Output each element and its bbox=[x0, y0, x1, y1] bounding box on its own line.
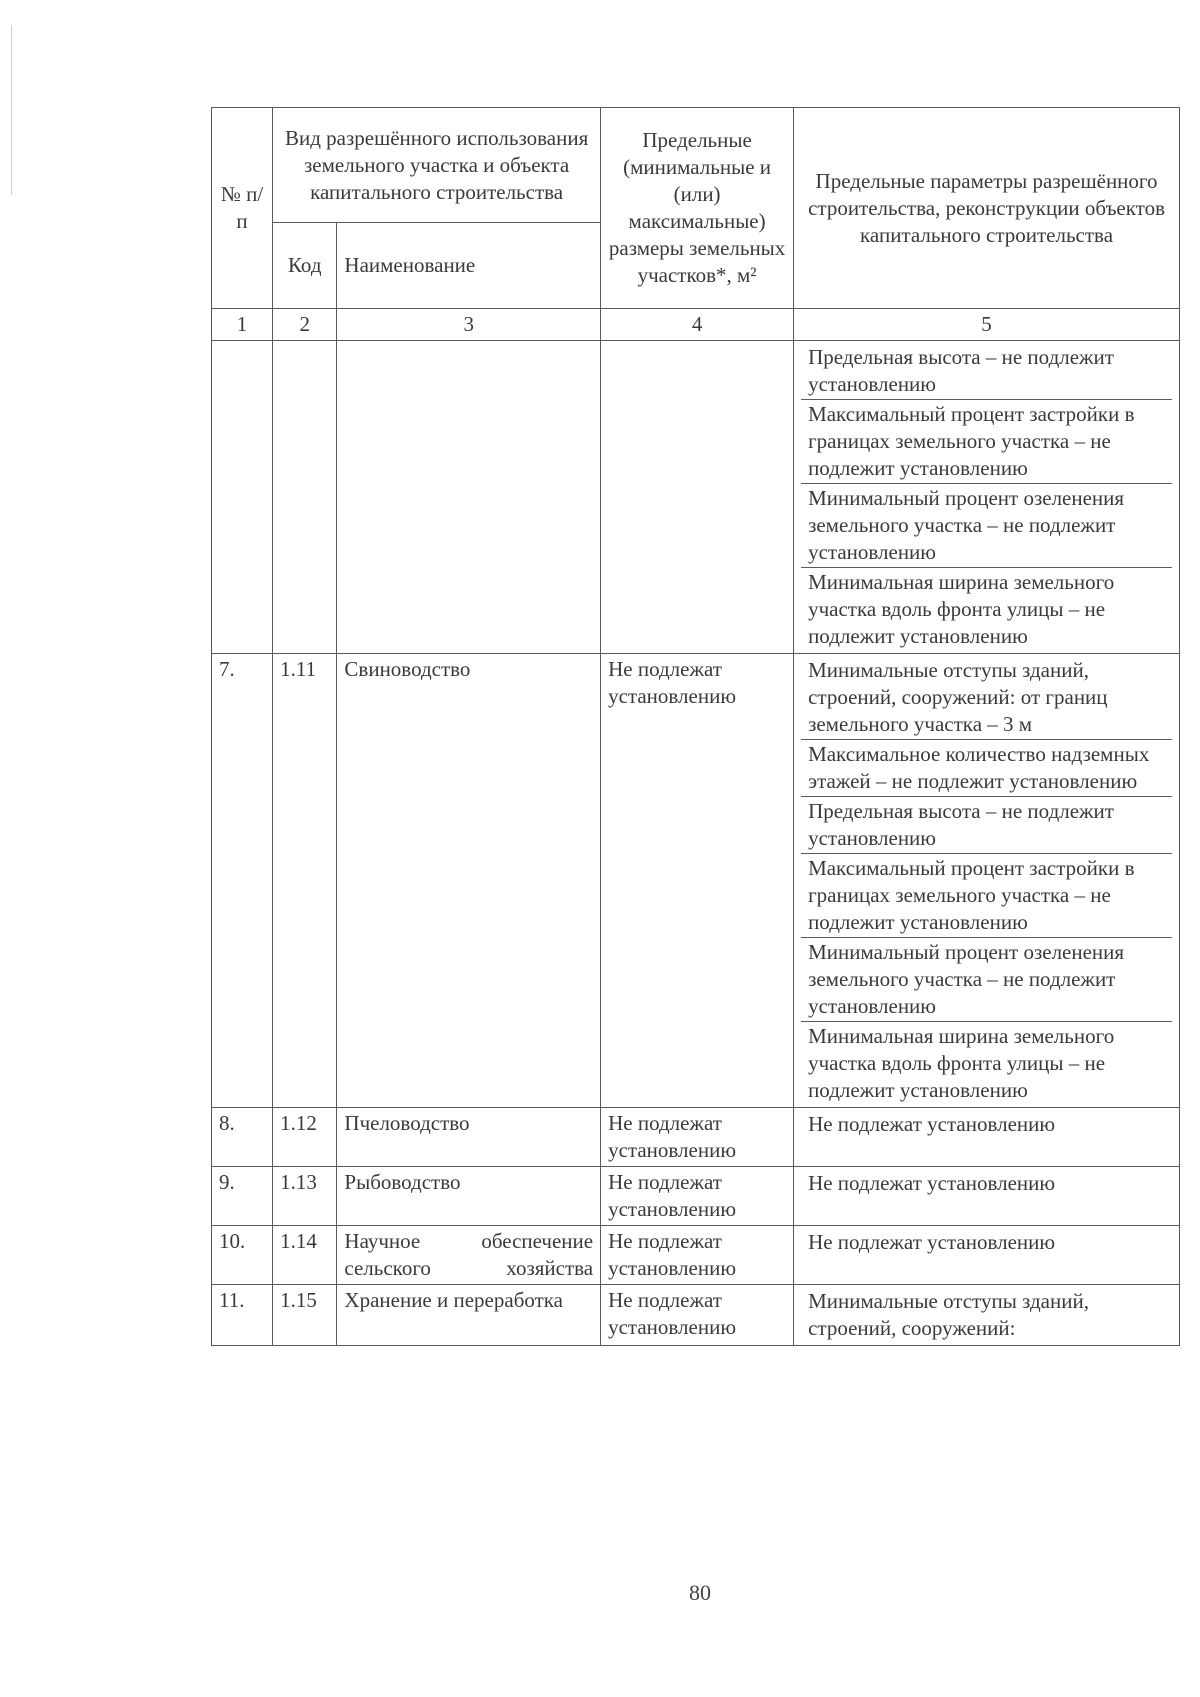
param-item: Минимальный процент озеленения земельного участка – не подлежит установлению bbox=[801, 484, 1172, 568]
sizes-cell: Не подлежат установлению bbox=[601, 654, 794, 1108]
code-cell: 1.14 bbox=[273, 1226, 337, 1285]
code-cell: 1.13 bbox=[273, 1167, 337, 1226]
row-number-cell: 10. bbox=[212, 1226, 273, 1285]
table-row bbox=[212, 1285, 1180, 1346]
header-use-group: Вид разрешённого использования земельного участка и объекта капитального строительства bbox=[273, 108, 601, 223]
row-number-cell: 7. bbox=[212, 654, 273, 1108]
name-cell: Пчеловодство bbox=[337, 1108, 601, 1167]
table-row bbox=[212, 1226, 1180, 1285]
table-row bbox=[212, 341, 1180, 654]
header-params: Предельные параметры разрешённого строительства, реконструкции объектов капитального строительства bbox=[794, 108, 1180, 309]
param-item: Не подлежат установлению bbox=[808, 1230, 1056, 1254]
param-item: Предельная высота – не подлежит установлению bbox=[801, 797, 1172, 854]
sizes-cell: Не подлежат установлению bbox=[601, 1226, 794, 1285]
param-item: Максимальный процент застройки в границах земельного участка – не подлежит установлению bbox=[801, 400, 1172, 484]
sizes-cell bbox=[601, 341, 794, 654]
sizes-cell: Не подлежат установлению bbox=[601, 1167, 794, 1226]
header-name: Наименование bbox=[337, 223, 601, 309]
header-code: Код bbox=[273, 223, 337, 309]
param-item: Минимальные отступы зданий, строений, сооружений: bbox=[808, 1289, 1089, 1340]
params-cell bbox=[794, 1285, 1180, 1346]
name-cell: Научное обеспечение сельского хозяйства bbox=[337, 1226, 601, 1285]
params-cell bbox=[794, 1226, 1180, 1285]
name-cell bbox=[337, 341, 601, 654]
row-number-cell bbox=[212, 341, 273, 654]
name-cell: Рыбоводство bbox=[337, 1167, 601, 1226]
column-number: 3 bbox=[337, 309, 601, 341]
table-row bbox=[212, 1167, 1180, 1226]
params-cell bbox=[794, 654, 1180, 1108]
param-item: Максимальный процент застройки в границах земельного участка – не подлежит установлению bbox=[801, 854, 1172, 938]
sizes-cell: Не подлежат установлению bbox=[601, 1108, 794, 1167]
column-number: 1 bbox=[212, 309, 273, 341]
row-number-cell: 8. bbox=[212, 1108, 273, 1167]
page-number: 80 bbox=[689, 1580, 711, 1605]
name-cell: Хранение и переработка bbox=[337, 1285, 601, 1346]
header-no: № п/п bbox=[212, 108, 273, 309]
code-cell: 1.15 bbox=[273, 1285, 337, 1346]
row-number-cell: 11. bbox=[212, 1285, 273, 1346]
code-cell: 1.11 bbox=[273, 654, 337, 1108]
table-row bbox=[212, 654, 1180, 1108]
name-cell: Свиноводство bbox=[337, 654, 601, 1108]
sizes-cell: Не подлежат установлению bbox=[601, 1285, 794, 1346]
code-cell: 1.12 bbox=[273, 1108, 337, 1167]
params-cell bbox=[794, 341, 1180, 654]
column-number: 4 bbox=[601, 309, 794, 341]
table-row bbox=[212, 1108, 1180, 1167]
column-number: 2 bbox=[273, 309, 337, 341]
scan-edge-mark bbox=[11, 25, 12, 195]
param-item: Не подлежат установлению bbox=[808, 1171, 1056, 1195]
param-item: Не подлежат установлению bbox=[808, 1112, 1056, 1136]
column-number-row bbox=[212, 309, 1180, 341]
param-item: Минимальная ширина земельного участка вдоль фронта улицы – не подлежит установлению bbox=[808, 1024, 1115, 1102]
params-cell bbox=[794, 1167, 1180, 1226]
param-item: Минимальный процент озеленения земельного участка – не подлежит установлению bbox=[801, 938, 1172, 1022]
param-item: Максимальное количество надземных этажей – не подлежит установлению bbox=[801, 740, 1172, 797]
header-sizes: Предельные (минимальные и (или) максимальные) размеры земельных участков*, м² bbox=[601, 108, 794, 309]
column-number: 5 bbox=[794, 309, 1180, 341]
land-use-table bbox=[211, 107, 1180, 1346]
param-item: Предельная высота – не подлежит установлению bbox=[801, 343, 1172, 400]
params-cell bbox=[794, 1108, 1180, 1167]
row-number-cell: 9. bbox=[212, 1167, 273, 1226]
code-cell bbox=[273, 341, 337, 654]
param-item: Минимальная ширина земельного участка вдоль фронта улицы – не подлежит установлению bbox=[808, 570, 1115, 648]
param-item: Минимальные отступы зданий, строений, сооружений: от границ земельного участка – 3 м bbox=[801, 656, 1172, 740]
